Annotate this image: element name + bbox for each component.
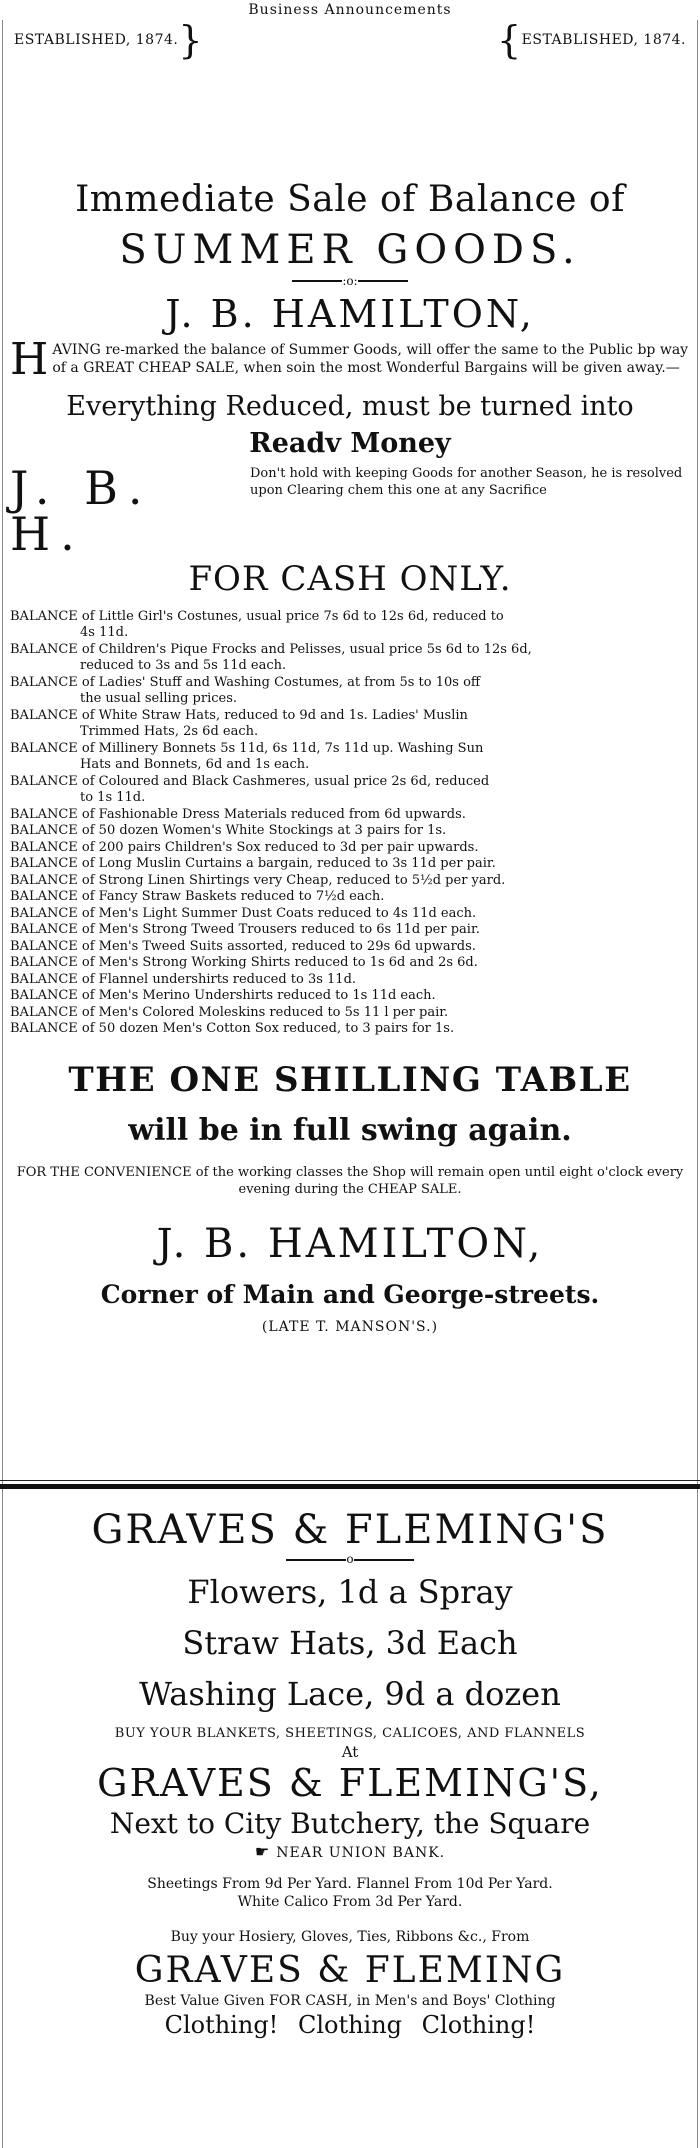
ready-money: Readv Money [249,427,451,459]
list-item: BALANCE of Fashionable Dress Materials reduced from 6d upwards. [10,806,466,822]
summer-goods-heading: SUMMER GOODS. [119,226,581,273]
established-right-text: ESTABLISHED, 1874. [521,32,686,48]
graves-fleming-title-3: GRAVES & FLEMING [134,1950,566,1992]
ornament-divider [10,274,690,288]
initials-row [10,460,690,561]
washing-lace-line: Washing Lace, 9d a dozen [139,1674,561,1713]
season-note: Don't hold with keeping Goods for another Season, he is resolved upon Clearing chem this one at any Sacrifice [250,465,683,498]
sale-headline: Immediate Sale of Balance of [75,179,625,220]
established-left-text: ESTABLISHED, 1874. [14,32,179,48]
graves-fleming-advertisement [0,1496,700,2039]
convenience-notice: FOR THE CONVENIENCE of the working classes the Shop will remain open until eight o'clock every evening during the CHEAP SALE. [16,1165,684,1198]
ornament-text: :o: [342,273,358,288]
everything-reduced: Everything Reduced, must be turned into [66,391,634,423]
list-item: BALANCE of Strong Linen Shirtings very Cheap, reduced to 5½d per yard. [10,872,506,888]
prices-line-2: White Calico From 3d Per Yard. [237,1894,463,1911]
jbh-initials: J. B. H. [10,460,153,561]
list-item: BALANCE of Flannel undershirts reduced to 3s 11d. [10,971,357,987]
graves-fleming-title: GRAVES & FLEMING'S [91,1507,609,1553]
best-value-line: Best Value Given FOR CASH, in Men's and Boys' Clothing [144,1992,556,2009]
hamilton-advertisement [0,180,700,1335]
established-row [0,20,700,80]
established-right: {ESTABLISHED, 1874. [496,18,686,62]
balance-list [10,609,690,1038]
hamilton-name-footer: J. B. HAMILTON, [156,1221,544,1268]
near-union-bank [0,1842,700,1861]
list-item: BALANCE of Long Muslin Curtains a bargain, reduced to 3s 11d per pair. [10,856,496,872]
list-item: BALANCE of Men's Strong Working Shirts reduced to 1s 6d and 2s 6d. [10,955,478,971]
prices-line-1: Sheetings From 9d Per Yard. Flannel From 10d Per Yard. [147,1876,553,1893]
address-line: Corner of Main and George-streets. [100,1280,600,1310]
list-item: BALANCE of Coloured and Black Cashmeres, usual price 2s 6d, reduced to 1s 11d. [10,773,490,806]
list-item: BALANCE of Little Girl's Costunes, usual price 7s 6d to 12s 6d, reduced to 4s 11d. [10,608,504,641]
list-item: BALANCE of Ladies' Stuff and Washing Costumes, at from 5s to 10s off the usual selling prices. [10,674,481,707]
list-item: BALANCE of Men's Merino Undershirts reduced to 1s 11d each. [10,988,436,1004]
list-item: BALANCE of Millinery Bonnets 5s 11d, 6s 11d, 7s 11d up. Washing Sun Hats and Bonnets, 6d and 1s each. [10,740,484,773]
prices-block [0,1875,700,1911]
list-item: BALANCE of Men's Tweed Suits assorted, reduced to 29s 6d upwards. [10,938,476,954]
near-text: NEAR UNION BANK. [276,1845,446,1862]
hosiery-line: Buy your Hosiery, Gloves, Ties, Ribbons &c., From [170,1929,530,1946]
list-item: BALANCE of White Straw Hats, reduced to 9d and 1s. Ladies' Muslin Trimmed Hats, 2s 6d each. [10,707,468,740]
pointing-hand-icon: ☛ [254,1842,271,1862]
blankets-line: BUY YOUR BLANKETS, SHEETINGS, CALICOES, AND FLANNELS [114,1726,586,1742]
list-item: BALANCE of 50 dozen Men's Cotton Sox reduced, to 3 pairs for 1s. [10,1021,455,1037]
list-item: BALANCE of 200 pairs Children's Sox reduced to 3d per pair upwards. [10,839,479,855]
hamilton-name: J. B. HAMILTON, [165,291,535,336]
location-line: Next to City Butchery, the Square [109,1807,591,1841]
drop-cap: H [10,334,49,386]
shilling-table-heading: THE ONE SHILLING TABLE [68,1059,632,1100]
ornament-divider [0,1552,700,1564]
advert-separator [0,1480,700,1492]
for-cash-only: FOR CASH ONLY. [188,558,512,599]
list-item: BALANCE of Men's Strong Tweed Trousers reduced to 6s 11d per pair. [10,922,480,938]
list-item: BALANCE of Children's Pique Frocks and Pelisses, usual price 5s 6d to 12s 6d, reduced to 3s and 5s 11d each. [10,641,532,674]
late-mansons: (LATE T. MANSON'S.) [261,1319,439,1336]
full-swing-line: will be in full swing again. [128,1113,572,1149]
intro-text: AVING re-marked the balance of Summer Goods, will offer the same to the Public bp way of a GREAT CHEAP SALE, when soin the most Wonderful Bargains will be given away.— [52,342,689,377]
list-item: BALANCE of 50 dozen Women's White Stockings at 3 pairs for 1s. [10,823,447,839]
list-item: BALANCE of Fancy Straw Baskets reduced to 7½d each. [10,889,385,905]
list-item: BALANCE of Men's Colored Moleskins reduced to 5s 11 l per pair. [10,1004,449,1020]
intro-paragraph [10,334,690,386]
at-line: At [341,1743,359,1762]
established-left: ESTABLISHED, 1874.} [14,18,204,62]
ornament-text: o [346,1552,354,1566]
list-item: BALANCE of Men's Light Summer Dust Coats reduced to 4s 11d each. [10,905,477,921]
graves-fleming-title-2: GRAVES & FLEMING'S, [97,1761,603,1806]
clothing-line: Clothing! Clothing Clothing! [164,2010,536,2039]
straw-hats-line: Straw Hats, 3d Each [182,1623,518,1662]
flowers-line: Flowers, 1d a Spray [187,1573,513,1611]
section-header: Business Announcements [248,2,452,18]
